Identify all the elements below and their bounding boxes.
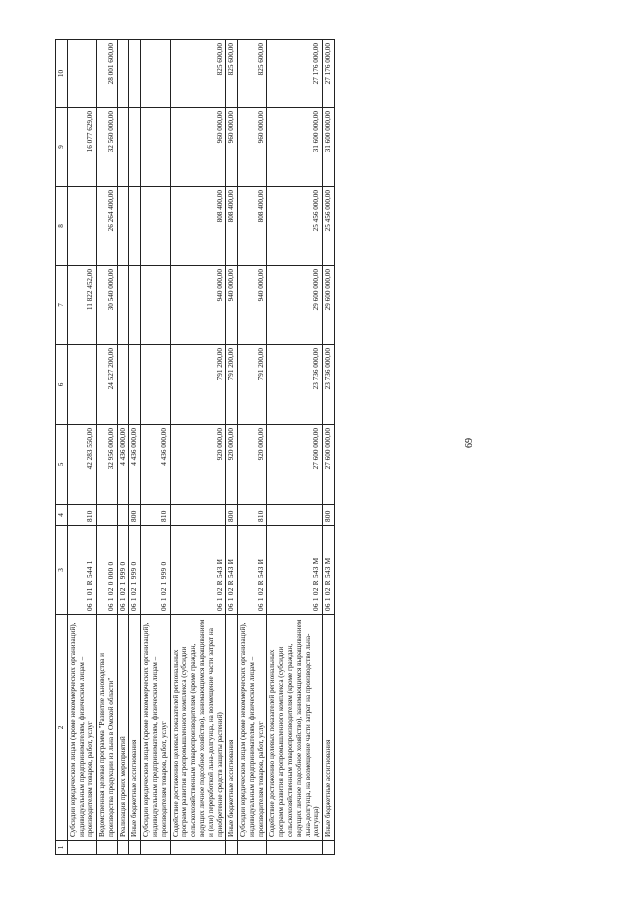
row-blank-cell (238, 841, 267, 855)
amount-cell: 825 600,00 (170, 40, 226, 108)
amount-cell: 31 600 000,00 (267, 108, 323, 187)
header-cell: 8 (56, 187, 68, 266)
amount-cell: 920 000,00 (170, 425, 226, 505)
amount-cell: 808 400,00 (170, 187, 226, 266)
row-blank-cell (267, 841, 323, 855)
code-cell: 06 1 02 1 999 0 (141, 526, 170, 615)
amount-cell (129, 187, 141, 266)
expense-type-cell (97, 505, 118, 526)
amount-cell (141, 345, 170, 425)
row-blank-cell (323, 841, 335, 855)
header-cell: 2 (56, 615, 68, 841)
amount-cell: 825 600,00 (238, 40, 267, 108)
amount-cell: 26 264 400,00 (97, 187, 118, 266)
row-blank-cell (129, 841, 141, 855)
code-cell: 06 1 01 R 544 1 (67, 526, 96, 615)
amount-cell: 28 001 600,00 (97, 40, 118, 108)
amount-cell: 791 200,00 (170, 345, 226, 425)
row-blank-cell (117, 841, 129, 855)
code-cell: 06 1 02 R 543 М (267, 526, 323, 615)
amount-cell: 960 000,00 (226, 108, 238, 187)
amount-cell: 940 000,00 (170, 266, 226, 345)
amount-cell: 27 176 000,00 (323, 40, 335, 108)
expense-type-cell: 810 (67, 505, 96, 526)
amount-cell (67, 187, 96, 266)
table-row (67, 40, 96, 855)
amount-cell: 791 200,00 (226, 345, 238, 425)
amount-cell (117, 266, 129, 345)
table-row (226, 40, 238, 855)
amount-cell (117, 345, 129, 425)
amount-cell (129, 266, 141, 345)
amount-cell: 16 077 629,00 (67, 108, 96, 187)
amount-cell: 960 000,00 (238, 108, 267, 187)
amount-cell: 808 400,00 (226, 187, 238, 266)
header-cell: 4 (56, 505, 68, 526)
expense-type-cell: 810 (238, 505, 267, 526)
name-cell: Иные бюджетные ассигнования (226, 615, 238, 841)
amount-cell: 960 000,00 (170, 108, 226, 187)
expense-type-cell: 810 (141, 505, 170, 526)
amount-cell (141, 187, 170, 266)
amount-cell: 27 600 000,00 (267, 425, 323, 505)
header-row (56, 40, 68, 855)
amount-cell: 24 527 200,00 (97, 345, 118, 425)
header-cell: 7 (56, 266, 68, 345)
budget-table (55, 39, 335, 855)
table-row (170, 40, 226, 855)
amount-cell: 920 000,00 (238, 425, 267, 505)
code-cell: 06 1 02 R 543 М (323, 526, 335, 615)
table-row (267, 40, 323, 855)
amount-cell: 4 436 000,00 (117, 425, 129, 505)
header-cell: 6 (56, 345, 68, 425)
amount-cell (129, 345, 141, 425)
name-cell: Субсидии юридическим лицам (кроме некоммерческих организаций), индивидуальным предпринимателям, физическим лицам – производителям товаров, работ, услуг (141, 615, 170, 841)
name-cell: Субсидии юридическим лицам (кроме некоммерческих организаций), индивидуальным предпринимателям, физическим лицам – производителям товаров, работ, услуг (67, 615, 96, 841)
table-row (141, 40, 170, 855)
name-cell: Ведомственная целевая программа "Развитие льноводства и производства продукции из льна в Омской области" (97, 615, 118, 841)
code-cell: 06 1 02 R 543 И (170, 526, 226, 615)
amount-cell: 940 000,00 (238, 266, 267, 345)
name-cell: Содействие достижению целевых показателей региональных программ развития агропромышленного комплекса (субсидии сельскохозяйственным товаропроизводителям (кроме граждан, ведущих личное подсобное хозяйство), занимающимся выращиванием льна-долгунца, на возмещение части затрат на производство льна-долгунца) (267, 615, 323, 841)
table-body (56, 40, 335, 855)
amount-cell: 29 600 000,00 (323, 266, 335, 345)
code-cell: 06 1 02 1 999 0 (129, 526, 141, 615)
expense-type-cell (267, 505, 323, 526)
expense-type-cell (170, 505, 226, 526)
rotated-table-wrapper (55, 40, 335, 855)
amount-cell (141, 40, 170, 108)
header-cell: 9 (56, 108, 68, 187)
amount-cell (117, 40, 129, 108)
row-blank-cell (170, 841, 226, 855)
expense-type-cell (117, 505, 129, 526)
amount-cell (141, 266, 170, 345)
header-cell: 5 (56, 425, 68, 505)
expense-type-cell: 800 (226, 505, 238, 526)
amount-cell: 808 400,00 (238, 187, 267, 266)
amount-cell: 29 600 000,00 (267, 266, 323, 345)
row-blank-cell (226, 841, 238, 855)
amount-cell: 920 000,00 (226, 425, 238, 505)
amount-cell: 30 540 000,00 (97, 266, 118, 345)
page-number: 69 (464, 438, 475, 448)
header-cell: 10 (56, 40, 68, 108)
amount-cell (117, 187, 129, 266)
amount-cell (129, 40, 141, 108)
amount-cell: 940 000,00 (226, 266, 238, 345)
amount-cell: 23 736 000,00 (323, 345, 335, 425)
amount-cell (129, 108, 141, 187)
amount-cell: 42 283 550,00 (67, 425, 96, 505)
amount-cell: 825 600,00 (226, 40, 238, 108)
amount-cell: 791 200,00 (238, 345, 267, 425)
expense-type-cell: 800 (129, 505, 141, 526)
header-cell: 3 (56, 526, 68, 615)
name-cell: Субсидии юридическим лицам (кроме некоммерческих организаций), индивидуальным предпринимателям, физическим лицам – производителям товаров, работ, услуг (238, 615, 267, 841)
amount-cell: 25 456 000,00 (323, 187, 335, 266)
amount-cell (141, 108, 170, 187)
table-row (129, 40, 141, 855)
row-blank-cell (67, 841, 96, 855)
table-row (117, 40, 129, 855)
amount-cell (117, 108, 129, 187)
amount-cell: 27 600 000,00 (323, 425, 335, 505)
row-blank-cell (141, 841, 170, 855)
amount-cell: 25 456 000,00 (267, 187, 323, 266)
amount-cell: 32 560 000,00 (97, 108, 118, 187)
amount-cell (67, 40, 96, 108)
table-row (238, 40, 267, 855)
amount-cell: 31 600 000,00 (323, 108, 335, 187)
name-cell: Иные бюджетные ассигнования (129, 615, 141, 841)
amount-cell: 4 436 000,00 (129, 425, 141, 505)
table-row (97, 40, 118, 855)
code-cell: 06 1 02 R 543 И (226, 526, 238, 615)
table-row (323, 40, 335, 855)
name-cell: Реализация прочих мероприятий (117, 615, 129, 841)
name-cell: Содействие достижению целевых показателей региональных программ развития агропромышленного комплекса (субсидии сельскохозяйственным товаропроизводителям (кроме граждан, ведущих личное подсобное хозяйство), занимающимся выращиванием и (или) переработкой льна-долгунца, на возмещение части затрат на приобретение средств защиты растений) (170, 615, 226, 841)
amount-cell: 23 736 000,00 (267, 345, 323, 425)
code-cell: 06 1 02 R 543 И (238, 526, 267, 615)
expense-type-cell: 800 (323, 505, 335, 526)
amount-cell: 27 176 000,00 (267, 40, 323, 108)
amount-cell: 4 436 000,00 (141, 425, 170, 505)
code-cell: 06 1 02 1 999 0 (117, 526, 129, 615)
amount-cell: 11 822 452,00 (67, 266, 96, 345)
amount-cell: 32 956 000,00 (97, 425, 118, 505)
amount-cell (67, 345, 96, 425)
code-cell: 06 1 02 0 000 0 (97, 526, 118, 615)
name-cell: Иные бюджетные ассигнования (323, 615, 335, 841)
row-blank-cell (97, 841, 118, 855)
header-cell: 1 (56, 841, 68, 855)
